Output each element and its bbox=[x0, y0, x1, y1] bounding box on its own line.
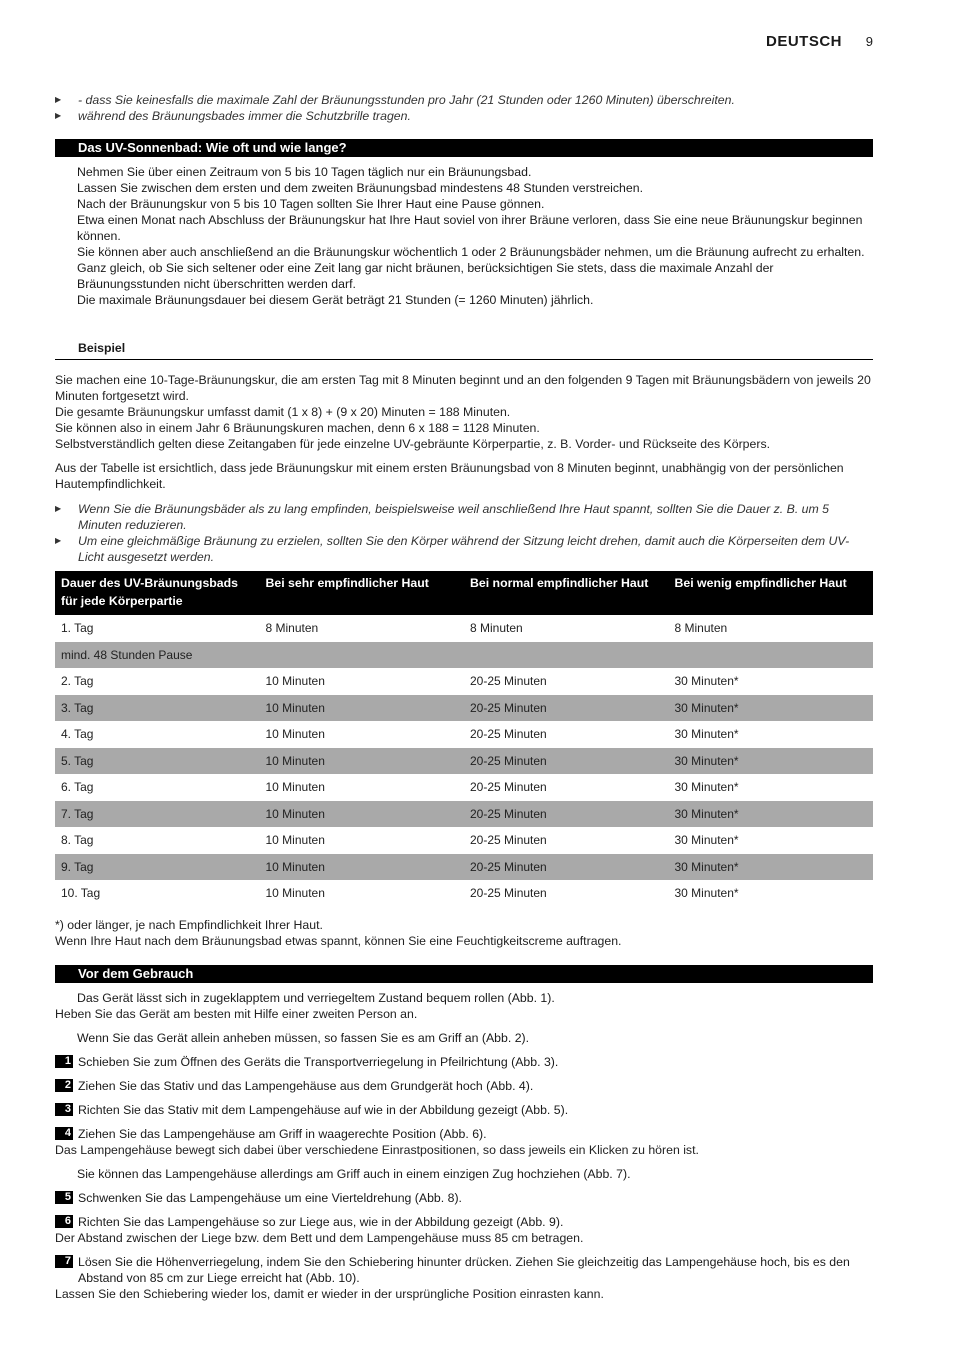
intro-bullet: ▶ - dass Sie keinesfalls die maximale Zahl der Bräunungsstunden pro Jahr (21 Stunden oder 1260 Minuten) überschreiten. bbox=[55, 93, 735, 107]
step-4-alt: Sie können das Lampengehäuse allerdings am Griff auch in einem einzigen Zug hochziehen (Abb. 7). bbox=[77, 1167, 631, 1181]
table-row: 9. Tag 10 Minuten 20-25 Minuten 30 Minuten* bbox=[55, 854, 873, 881]
before-use-intro: Das Gerät lässt sich in zugeklapptem und verriegeltem Zustand bequem rollen (Abb. 1). bbox=[77, 991, 555, 1005]
table-row: 4. Tag 10 Minuten 20-25 Minuten 30 Minuten* bbox=[61, 727, 739, 742]
table-header-cell: Bei sehr empfindlicher Haut bbox=[260, 571, 465, 615]
step-number-badge: 4 bbox=[55, 1127, 73, 1140]
table-header-row bbox=[55, 571, 873, 615]
step-number-badge: 3 bbox=[55, 1103, 73, 1116]
step-number-badge: 1 bbox=[55, 1055, 73, 1068]
step-number-badge: 7 bbox=[55, 1255, 73, 1268]
example-bullet: ▶ Wenn Sie die Bräunungsbäder als zu lang empfinden, beispielsweise weil anschließend Ihre Haut spannt, sollten Sie die Dauer z. B. um 5 Minuten reduzieren. bbox=[55, 502, 829, 532]
step-6-note: Der Abstand zwischen der Liege bzw. dem Bett und dem Lampengehäuse muss 85 cm betragen. bbox=[55, 1231, 584, 1245]
step-2: 2 Ziehen Sie das Stativ und das Lampengehäuse aus dem Grundgerät hoch (Abb. 4). bbox=[55, 1078, 875, 1094]
table-header-cell: Bei wenig empfindlicher Haut bbox=[669, 571, 874, 615]
section-heading-uv-bath: Das UV-Sonnenbad: Wie oft und wie lange? bbox=[55, 139, 873, 157]
bullet-triangle-icon: ▶ bbox=[55, 95, 62, 104]
table-row: 8. Tag 10 Minuten 20-25 Minuten 30 Minuten* bbox=[61, 833, 739, 848]
step-number-badge: 5 bbox=[55, 1191, 73, 1204]
step-3: 3 Richten Sie das Stativ mit dem Lampengehäuse auf wie in der Abbildung gezeigt (Abb. 5). bbox=[55, 1102, 875, 1118]
step-1: 1 Schieben Sie zum Öffnen des Geräts die Transportverriegelung in Pfeilrichtung (Abb. 3). bbox=[55, 1054, 875, 1070]
section1-text: Nehmen Sie über einen Zeitraum von 5 bis 10 Tagen täglich nur ein Bräunungsbad. Lassen Sie zwischen dem ersten und dem zweiten Bräunungsbad mindestens 48 Stunden verstreichen. Nach der Bräunungskur von 5 bis 10 Tagen sollten Sie Ihrer Haut eine Pause gönnen. Etwa einen Monat nach Abschluss der Bräunungskur hat Ihre Haut soviel von ihrer Bräune verloren, dass Sie eine neue Bräunungskur beginnen können. Sie können aber auch anschließend an die Bräunungskur wöchentlich 1 oder 2 Bräunungsbäder nehmen, um die Bräunung aufrecht zu erhalten. Ganz gleich, ob Sie sich seltener oder eine Zeit lang gar nicht bräunen, berücksichtigen Sie stets, dass die maximale Anzahl der Bräunungsstunden nicht überschritten werden darf. Die maximale Bräunungsdauer bei diesem Gerät beträgt 21 Stunden (= 1260 Minuten) jährlich. bbox=[77, 165, 865, 307]
example-bullet: ▶ Um eine gleichmäßige Bräunung zu erzielen, sollten Sie den Körper während der Sitzung leicht drehen, damit auch die Körperseiten dem UV-Licht ausgesetzt werden. bbox=[55, 534, 850, 564]
step-5: 5 Schwenken Sie das Lampengehäuse um eine Vierteldrehung (Abb. 8). bbox=[55, 1190, 875, 1206]
table-row: 1. Tag 8 Minuten 8 Minuten 8 Minuten bbox=[61, 621, 728, 636]
table-row: 2. Tag 10 Minuten 20-25 Minuten 30 Minuten* bbox=[61, 674, 739, 689]
step-6: 6 Richten Sie das Lampengehäuse so zur Liege aus, wie in der Abbildung gezeigt (Abb. 9). bbox=[55, 1214, 875, 1230]
table-row: 6. Tag 10 Minuten 20-25 Minuten 30 Minuten* bbox=[61, 780, 739, 795]
lift-note: Wenn Sie das Gerät allein anheben müssen, so fassen Sie es am Griff an (Abb. 2). bbox=[77, 1031, 530, 1045]
bullet-triangle-icon: ▶ bbox=[55, 536, 62, 545]
table-footnotes: *) oder länger, je nach Empfindlichkeit Ihrer Haut. Wenn Ihre Haut nach dem Bräunungsbad etwas spannt, können Sie eine Feuchtigkeitscreme auftragen. bbox=[55, 918, 622, 948]
bullet-triangle-icon: ▶ bbox=[55, 504, 62, 513]
table-header-cell: Dauer des UV-Bräunungsbads für jede Körperpartie bbox=[55, 571, 260, 615]
subheading-example: Beispiel bbox=[55, 339, 873, 360]
table-note: Aus der Tabelle ist ersichtlich, dass jede Bräunungskur mit einem ersten Bräunungsbad von 8 Minuten beginnt, unabhängig von der persönlichen Hautempfindlichkeit. bbox=[55, 461, 844, 491]
step-7: 7 Lösen Sie die Höhenverriegelung, indem Sie den Schiebering hinunter drücken. Ziehen Sie gleichzeitig das Lampengehäuse hoch, bis es den Abstand von 85 cm zur Liege erreicht hat (Abb. 10). bbox=[55, 1254, 875, 1286]
table-row: 7. Tag 10 Minuten 20-25 Minuten 30 Minuten* bbox=[55, 801, 873, 828]
table-row: 5. Tag 10 Minuten 20-25 Minuten 30 Minuten* bbox=[55, 748, 873, 775]
header-language: DEUTSCH bbox=[765, 33, 842, 50]
page-number: 9 bbox=[865, 34, 873, 49]
table-row: 10. Tag 10 Minuten 20-25 Minuten 30 Minuten* bbox=[61, 886, 739, 901]
table-row-pause: mind. 48 Stunden Pause bbox=[55, 642, 873, 669]
table-row: 3. Tag 10 Minuten 20-25 Minuten 30 Minuten* bbox=[55, 695, 873, 722]
bullet-triangle-icon: ▶ bbox=[55, 111, 62, 120]
intro-bullet: ▶ während des Bräunungsbades immer die Schutzbrille tragen. bbox=[55, 109, 411, 123]
step-4: 4 Ziehen Sie das Lampengehäuse am Griff in waagerechte Position (Abb. 6). bbox=[55, 1126, 875, 1142]
step-4-note: Das Lampengehäuse bewegt sich dabei über verschiedene Einrastpositionen, so dass jeweils ein Klicken zu hören ist. bbox=[55, 1143, 699, 1157]
example-text: Sie machen eine 10-Tage-Bräunungskur, die am ersten Tag mit 8 Minuten beginnt und an den folgenden 9 Tagen mit Bräunungsbädern von jeweils 20 Minuten fortgesetzt wird. Die gesamte Bräunungskur umfasst damit (1 x 8) + (9 x 20) Minuten = 188 Minuten. Sie können also in einem Jahr 6 Bräunungskuren machen, denn 6 x 188 = 1128 Minuten. Selbstverständlich gelten diese Zeitangaben für jede einzelne UV-gebräunte Körperpartie, z. B. Vorder- und Rückseite des Körpers. bbox=[55, 373, 871, 451]
section-heading-before-use: Vor dem Gebrauch bbox=[55, 965, 873, 983]
step-number-badge: 6 bbox=[55, 1215, 73, 1228]
step-7-note: Lassen Sie den Schiebering wieder los, damit er wieder in der ursprüngliche Position einrasten kann. bbox=[55, 1287, 604, 1301]
tanning-schedule-table bbox=[55, 571, 873, 907]
before-use-intro-cont: Heben Sie das Gerät am besten mit Hilfe einer zweiten Person an. bbox=[55, 1007, 418, 1021]
step-number-badge: 2 bbox=[55, 1079, 73, 1092]
table-header-cell: Bei normal empfindlicher Haut bbox=[464, 571, 669, 615]
